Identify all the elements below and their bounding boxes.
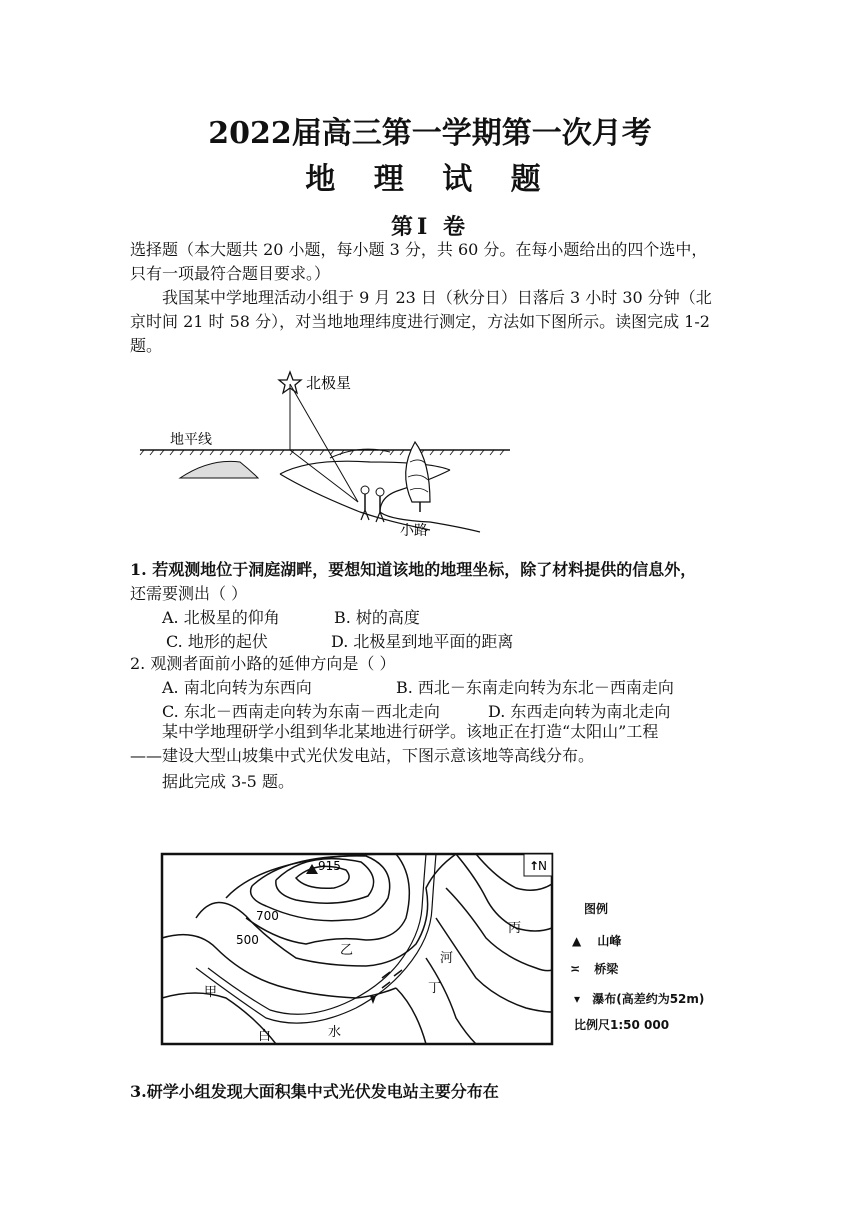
place-ding-label: 丁 <box>428 981 442 996</box>
q2-option-c: C. 东北－西南走向转为东南－西北走向 <box>162 702 440 721</box>
q1-stem-text-1: 1. 若观测地位于洞庭湖畔，要想知道该地的地理坐标，除了材料提供的信息外， <box>130 560 697 579</box>
intro2-line-1: 某中学地理研学小组到华北某地进行研学。该地正在打造“太阳山”工程 <box>162 722 659 741</box>
q1-option-d: D. 北极星到地平面的距离 <box>331 632 514 651</box>
subject-title: 地 理 试 题 <box>305 162 555 197</box>
legend-waterfall-label: 瀑布(高差约为52m) <box>592 992 705 1006</box>
instructions-line-1: 选择题（本大题共 20 小题，每小题 3 分，共 60 分。在每小题给出的四个选中， <box>130 240 708 259</box>
place-yi-label: 乙 <box>340 943 354 958</box>
q1-option-a: A. 北极星的仰角 <box>162 608 280 627</box>
contour-700-label: 700 <box>256 909 279 923</box>
contour-map <box>156 848 556 1048</box>
polaris-label: 北极星 <box>306 374 352 392</box>
contour-500-label: 500 <box>236 933 259 947</box>
peak-value-label: 915 <box>318 859 341 873</box>
q2-option-d: D. 东西走向转为南北走向 <box>488 702 671 721</box>
legend-peak-label: 山峰 <box>597 934 622 948</box>
exam-title: 2022届高三第一学期第一次月考 <box>208 116 652 151</box>
q2-stem: 2. 观测者面前小路的延伸方向是（ ） <box>130 654 396 673</box>
river-he-label: 河 <box>440 951 454 966</box>
q2-option-b: B. 西北－东南走向转为东北－西南走向 <box>396 678 674 697</box>
legend-peak <box>572 932 621 949</box>
legend-bridge-icon: ≍ <box>570 962 581 976</box>
place-bing-label: 丙 <box>508 921 522 936</box>
volume-title: 第Ⅰ 卷 <box>391 214 469 240</box>
q1-stem-line-1 <box>130 558 696 582</box>
q2-option-a: A. 南北向转为东西向 <box>162 678 312 697</box>
intro1-line-3: 题。 <box>130 336 163 355</box>
legend-bridge <box>570 960 618 977</box>
place-jia-label: 甲 <box>204 985 218 1000</box>
intro2-line-3: 据此完成 3-5 题。 <box>162 772 294 791</box>
q3-stem: 3.研学小组发现大面积集中式光伏发电站主要分布在 <box>130 1082 499 1101</box>
q1-option-b: B. 树的高度 <box>334 608 420 627</box>
horizon-label: 地平线 <box>170 432 212 448</box>
intro2-line-2: ——建设大型山坡集中式光伏发电站，下图示意该地等高线分布。 <box>130 746 595 765</box>
intro1-line-1: 我国某中学地理活动小组于 9 月 23 日（秋分日）日落后 3 小时 30 分钟（北 <box>162 288 712 307</box>
q1-option-c: C. 地形的起伏 <box>166 632 268 651</box>
legend-scale: 比例尺1:50 000 <box>574 1018 670 1032</box>
legend-waterfall-icon: ▾ <box>574 992 581 1006</box>
instructions-line-2: 只有一项最符合题目要求。） <box>130 264 331 283</box>
river-bai-label: 白 <box>258 1029 272 1044</box>
north-arrow-icon: ↑ <box>529 859 540 873</box>
river-shui-label: 水 <box>328 1025 342 1040</box>
legend-peak-icon: ▲ <box>572 934 582 948</box>
q1-stem-line-2: 还需要测出（ ） <box>130 584 248 603</box>
path-label: 小路 <box>400 523 428 539</box>
north-label: N <box>538 859 547 873</box>
legend-title: 图例 <box>584 902 609 916</box>
polaris-observation-figure <box>130 362 650 552</box>
legend-bridge-label: 桥梁 <box>594 962 619 976</box>
legend-waterfall <box>574 990 704 1007</box>
intro1-line-2: 京时间 21 时 58 分），对当地地理纬度进行测定，方法如下图所示。读图完成 1-2 <box>130 312 710 331</box>
